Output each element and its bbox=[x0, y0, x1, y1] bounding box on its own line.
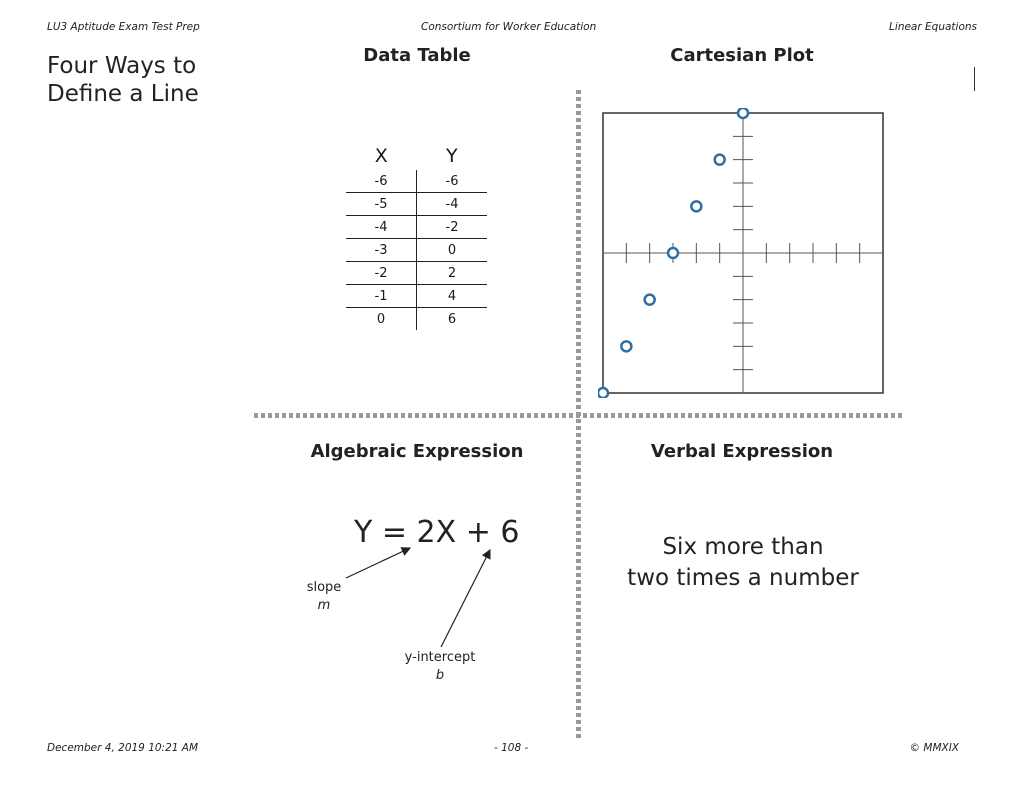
table-cell-x: 0 bbox=[346, 308, 417, 331]
slope-arrow bbox=[346, 548, 410, 578]
intercept-symbol-text: b bbox=[435, 668, 445, 683]
slope-label: slope bbox=[306, 580, 342, 595]
table-cell-y: -2 bbox=[417, 216, 488, 239]
table-cell-y: 4 bbox=[417, 285, 488, 308]
verbal-line2: two times a number bbox=[627, 565, 859, 591]
table-cell-x: -5 bbox=[346, 193, 417, 216]
page-title-line2: Define a Line bbox=[47, 81, 199, 107]
table-cell-y: 6 bbox=[447, 311, 457, 327]
table-cell-x: -2 bbox=[346, 262, 417, 285]
table-cell-y: -4 bbox=[417, 193, 488, 216]
slope-symbol-text: m bbox=[317, 598, 331, 613]
footer-copyright: © MMXIX bbox=[909, 742, 959, 754]
slope-symbol bbox=[294, 597, 354, 615]
table-cell-x: -6 bbox=[346, 170, 417, 193]
section-title-data-table: Data Table bbox=[363, 45, 471, 66]
table-cell-y: -6 bbox=[417, 170, 488, 193]
verbal-expression bbox=[612, 532, 874, 594]
table-cell-x: -3 bbox=[346, 239, 417, 262]
header-right: Linear Equations bbox=[889, 21, 977, 33]
intercept-arrow bbox=[441, 550, 490, 647]
verbal-line1: Six more than bbox=[662, 534, 824, 560]
footer-date: December 4, 2019 10:21 AM bbox=[47, 742, 199, 754]
table-cell-x: -1 bbox=[346, 285, 417, 308]
header-left: LU3 Aptitude Exam Test Prep bbox=[47, 21, 200, 33]
section-title-algebraic: Algebraic Expression bbox=[310, 441, 524, 462]
intercept-annotation bbox=[392, 649, 488, 685]
table-header-y: Y bbox=[445, 145, 458, 167]
table-cell-y: 2 bbox=[417, 262, 488, 285]
slope-annotation bbox=[294, 579, 354, 615]
table-cell-x: -4 bbox=[346, 216, 417, 239]
equation: Y = 2X + 6 bbox=[354, 515, 520, 550]
page-title-line1: Four Ways to bbox=[47, 53, 197, 79]
page-number: - 108 - bbox=[494, 742, 529, 754]
intercept-label: y-intercept bbox=[404, 650, 476, 665]
table-header-x: X bbox=[374, 145, 388, 167]
intercept-symbol bbox=[392, 667, 488, 685]
section-title-verbal: Verbal Expression bbox=[650, 441, 834, 462]
table-cell-y: 0 bbox=[417, 239, 488, 262]
section-title-cartesian: Cartesian Plot bbox=[670, 45, 814, 66]
header-center: Consortium for Worker Education bbox=[421, 21, 597, 33]
